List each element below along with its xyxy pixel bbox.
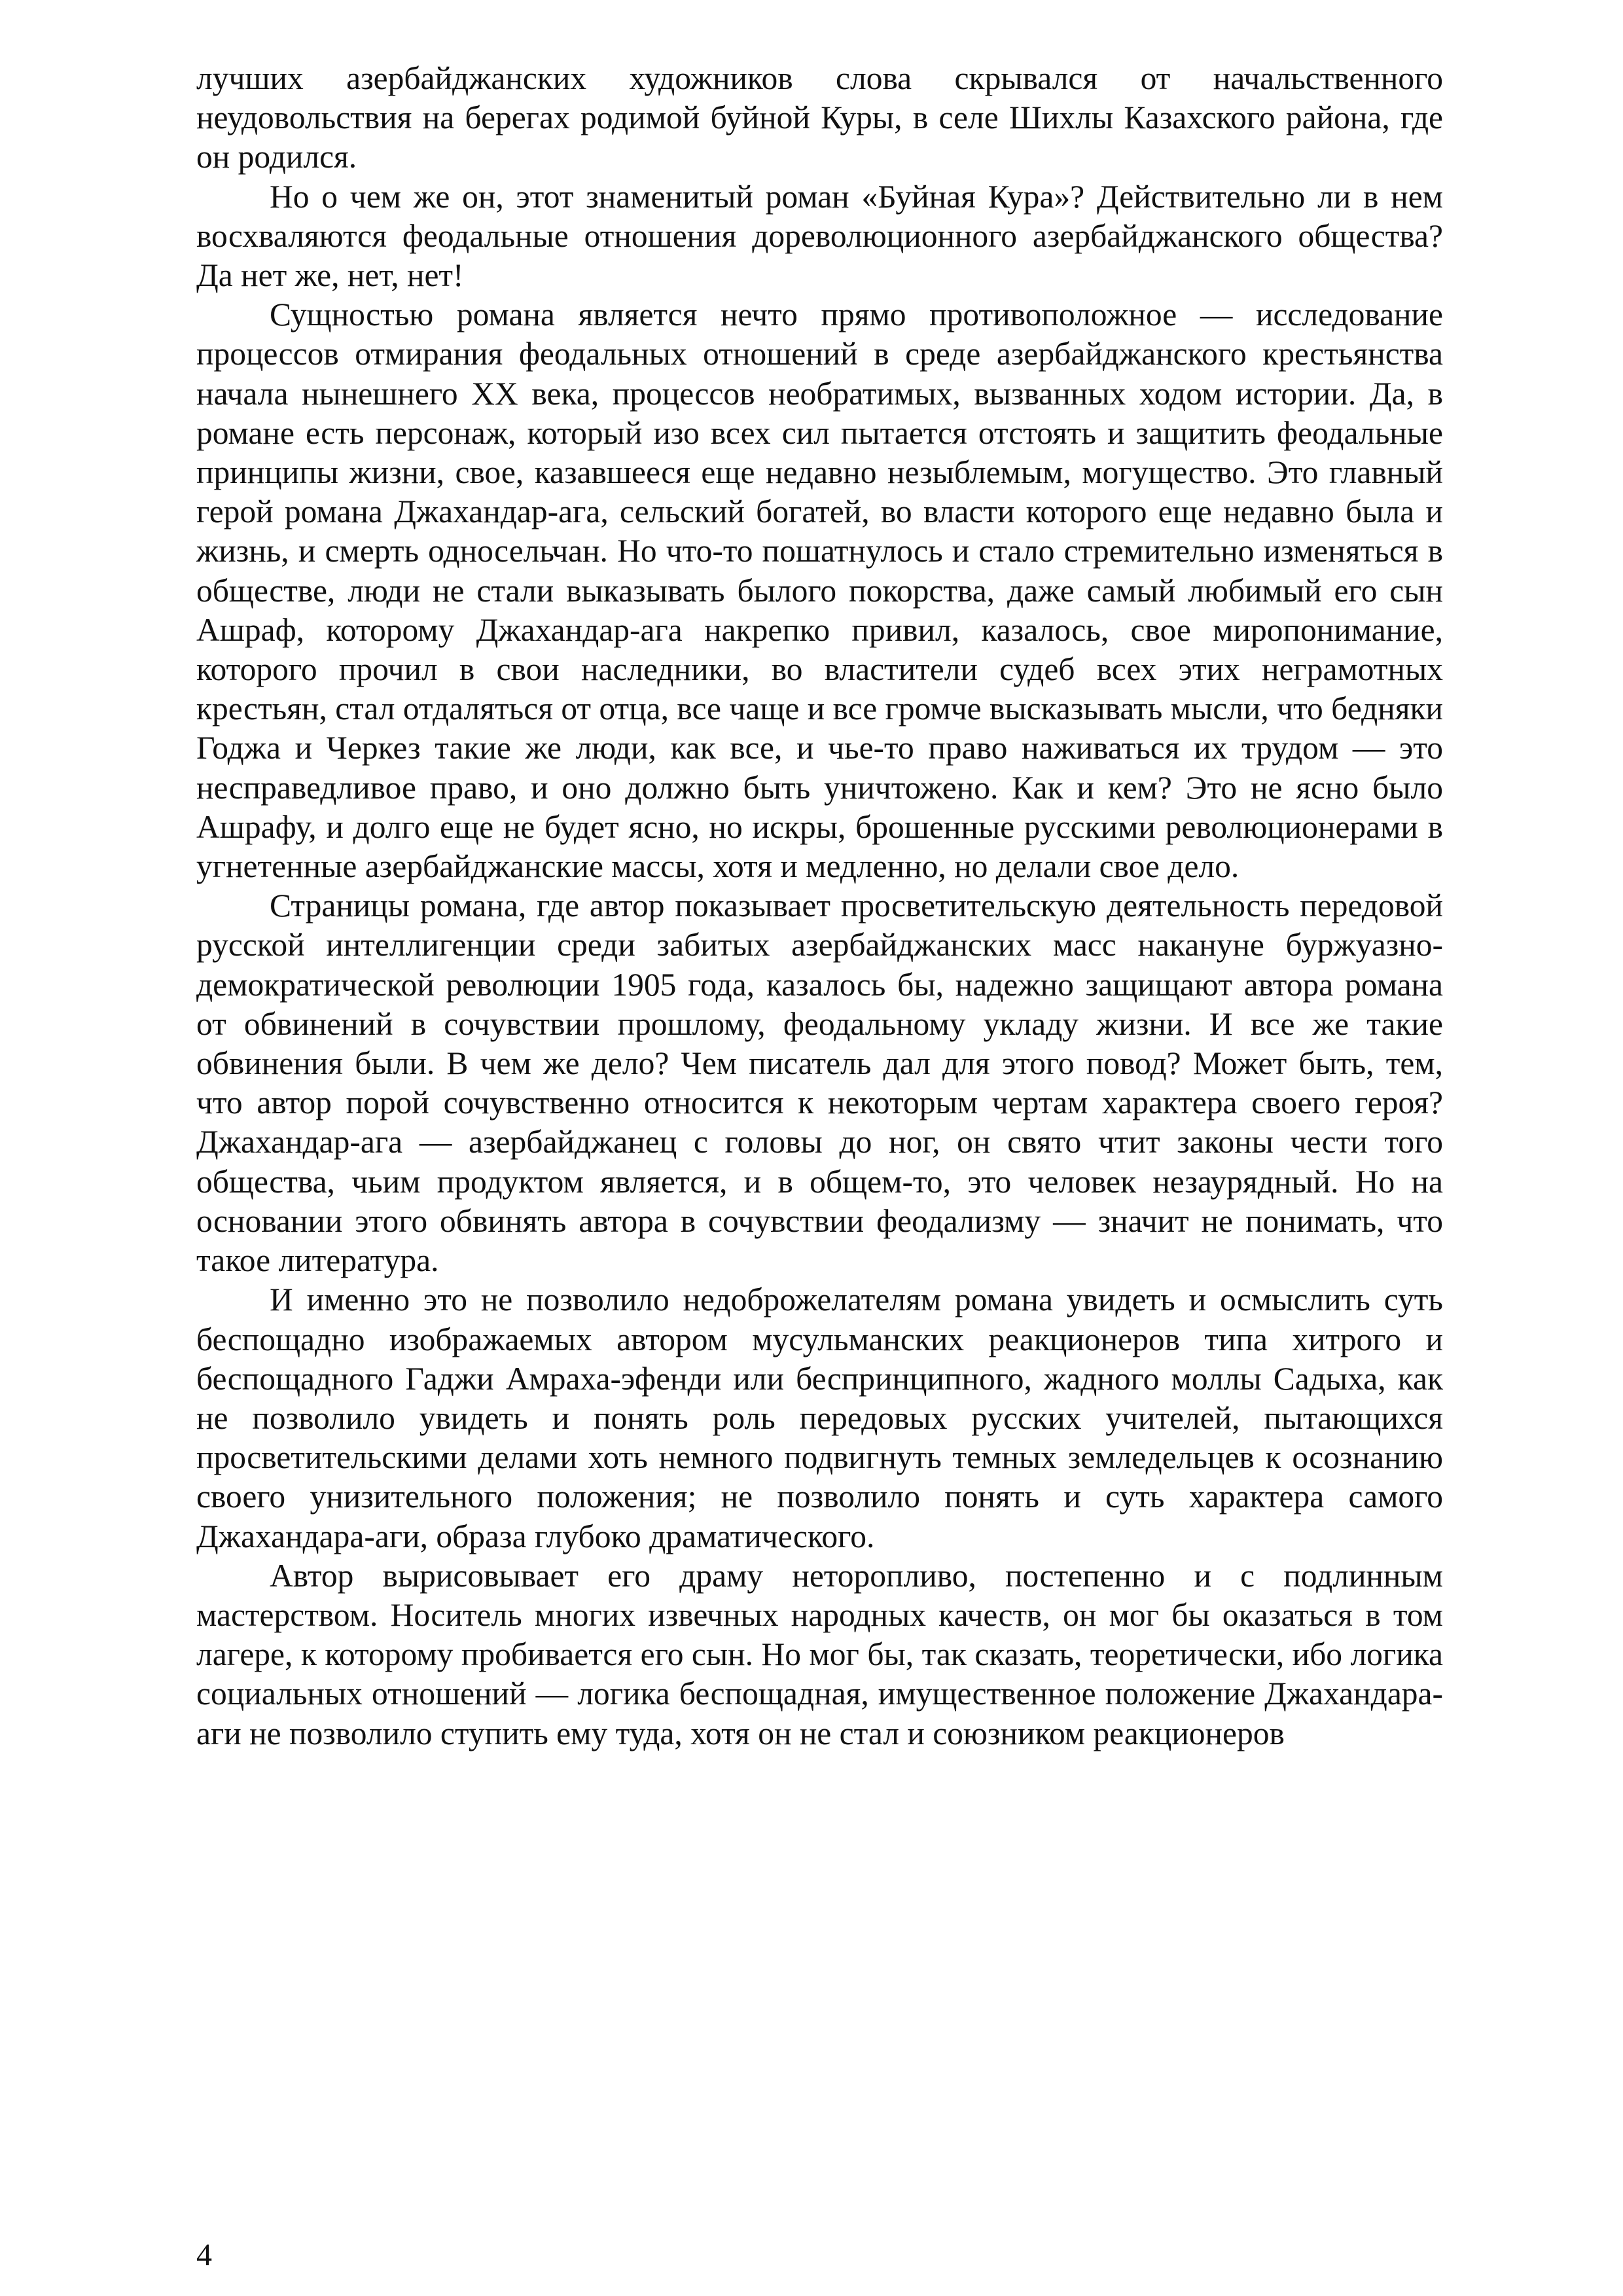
page-text [196, 59, 1443, 1753]
paragraph: Сущностью романа является нечто прямо противоположное — исследование процессов отмирания феодальных отношений в среде азербайджанского крестьянства начала нынешнего XX века, процессов необратимых, вызванных ходом истории. Да, в романе есть персонаж, который изо всех сил пытается отстоять и защитить феодальные принципы жизни, свое, казавшееся еще недавно незыблемым, могущество. Это главный герой романа Джахандар-ага, сельский богатей, во власти которого еще недавно была и жизнь, и смерть односельчан. Но что-то пошатнулось и стало стремительно изменяться в обществе, люди не стали выказывать былого покорства, даже самый любимый его сын Ашраф, которому Джахандар-ага накрепко привил, казалось, свое миропонимание, которого прочил в свои наследники, во властители судеб всех этих неграмотных крестьян, стал отдаляться от отца, все чаще и все громче высказывать мысли, что бедняки Годжа и Черкез такие же люди, как все, и чье-то право наживаться их трудом — это несправедливое право, и оно должно быть уничтожено. Как и кем? Это не ясно было Ашрафу, и долго еще не будет ясно, но искры, брошенные русскими революционерами в угнетенные азербайджанские массы, хотя и медленно, но делали свое дело. [196, 296, 1444, 885]
paragraph-continuation: лучших азербайджанских художников слова скрывался от начальственного неудовольствия на берегах родимой буйной Куры, в селе Шихлы Казахского района, где он родился. [196, 60, 1443, 175]
paragraph: Страницы романа, где автор показывает просветительскую деятельность передовой русской интеллигенции среди забитых азербайджанских масс накануне буржуазно-демократической революции 1905 года, казалось бы, надежно защищают автора романа от обвинений в сочувствии прошлому, феодальному укладу жизни. И все же такие обвинения были. В чем же дело? Чем писатель дал для этого повод? Может быть, тем, что автор порой сочувственно относится к некоторым чертам характера своего героя? Джахандар-ага — азербайджанец с головы до ног, он свято чтит законы чести того общества, чьим продуктом является, и в общем-то, это человек незаурядный. Но на основании этого обвинять автора в сочувствии феодализму — значит не понимать, что такое литература. [196, 888, 1443, 1279]
paragraph: И именно это не позволило недоброжелателям романа увидеть и осмыслить суть беспощадно изображаемых автором мусульманских реакционеров типа хитрого и беспощадного Гаджи Амраха-эфенди или беспринципного, жадного моллы Садыха, как не позволило увидеть и понять роль передовых русских учителей, пытающихся просветительскими делами хоть немного подвигнуть темных земледельцев к осознанию своего унизительного положения; не позволило понять и суть характера самого Джахандара-аги, образа глубоко драматического. [196, 1282, 1443, 1554]
paragraph: Автор вырисовывает его драму неторопливо, постепенно и с подлинным мастерством. Носитель многих извечных народных качеств, он мог бы оказаться в том лагере, к которому пробивается его сын. Но мог бы, так сказать, теоретически, ибо логика социальных отношений — логика беспощадная, имущественное положение Джахандара-аги не позволило ступить ему туда, хотя он не стал и союзником реакционеров [196, 1557, 1443, 1751]
page-number: 4 [196, 2238, 212, 2272]
paragraph: Но о чем же он, этот знаменитый роман «Буйная Кура»? Действительно ли в нем восхваляются феодальные отношения дореволюционного азербайджанского общества? Да нет же, нет, нет! [196, 178, 1443, 294]
